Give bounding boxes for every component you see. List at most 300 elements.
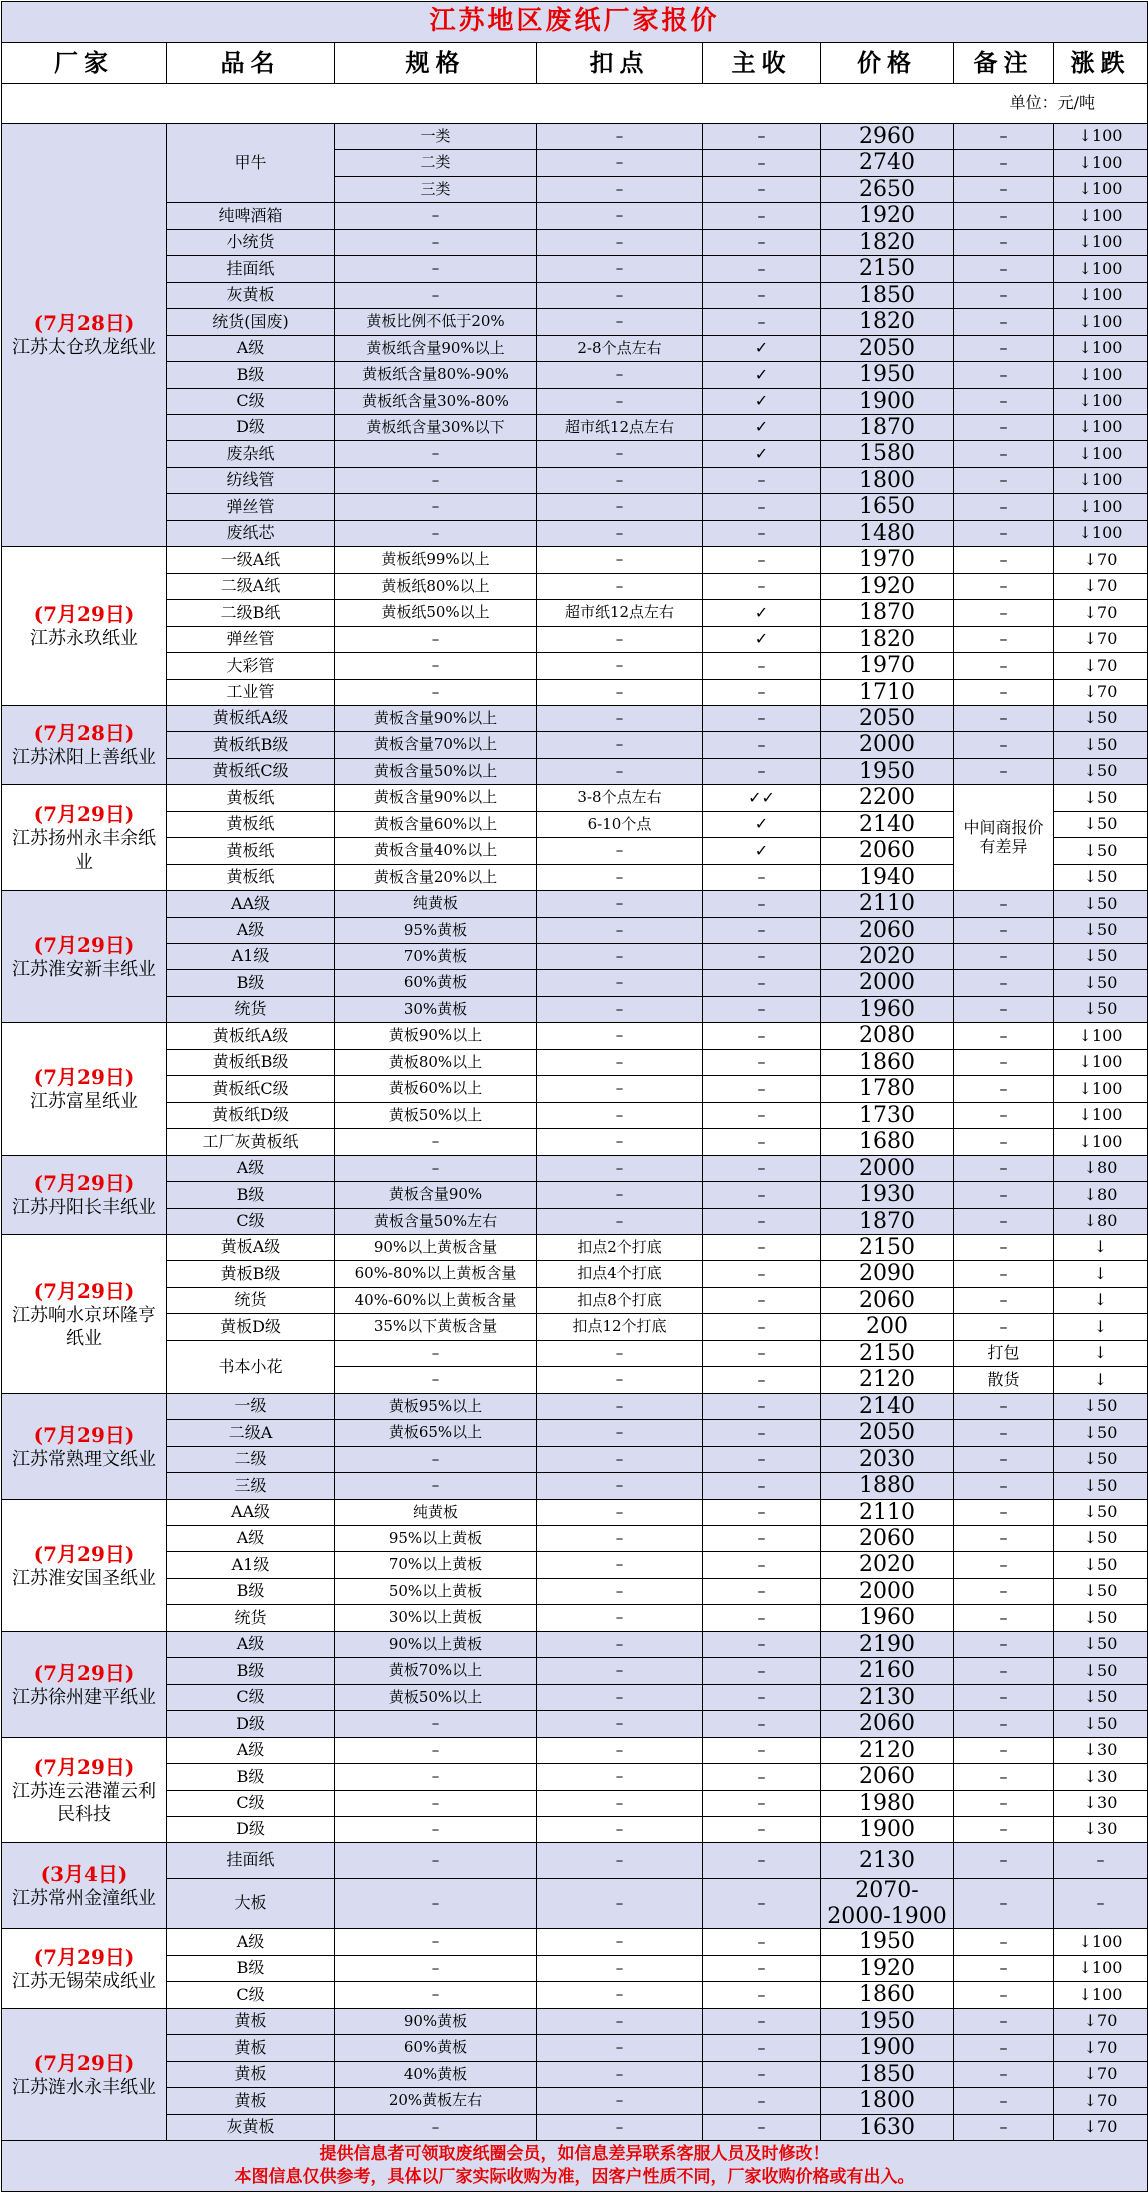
- remark-cell: –: [953, 467, 1054, 494]
- grade-cell: A级: [166, 1155, 335, 1182]
- deduction-cell: –: [536, 1551, 703, 1579]
- main-purchase-cell: –: [702, 520, 821, 547]
- page-title: 江苏地区废纸厂家报价: [1, 1, 1148, 43]
- spec-cell: 35%以下黄板含量: [334, 1313, 537, 1341]
- deduction-cell: –: [536, 1499, 703, 1526]
- grade-cell: D级: [166, 1816, 335, 1843]
- mill-date: (7月29日): [33, 932, 135, 957]
- mill-name: 江苏常州金潼纸业: [12, 1887, 156, 1909]
- mill-date: (7月28日): [33, 721, 135, 746]
- deduction-cell: –: [536, 1366, 703, 1394]
- deduction-cell: –: [536, 1472, 703, 1500]
- price-cell: 1650: [820, 493, 954, 521]
- price-cell: 2050: [820, 335, 954, 362]
- remark-cell: –: [953, 917, 1054, 944]
- main-purchase-cell: –: [702, 969, 821, 997]
- deduction-cell: –: [536, 1816, 703, 1843]
- main-purchase-cell: –: [702, 1499, 821, 1526]
- deduction-cell: –: [536, 546, 703, 574]
- spec-cell: –: [334, 1955, 537, 1982]
- price-cell: 2080: [820, 1022, 954, 1050]
- deduction-cell: –: [536, 255, 703, 283]
- price-cell: 1820: [820, 626, 954, 653]
- spec-cell: –: [334, 282, 537, 309]
- spec-cell: 90%黄板: [334, 2008, 537, 2035]
- change-cell: ↓100: [1053, 149, 1148, 177]
- remark-cell: –: [953, 1631, 1054, 1658]
- main-purchase-cell: –: [702, 1790, 821, 1817]
- remark-cell: –: [953, 2034, 1054, 2062]
- spec-cell: 黄板含量40%以上: [334, 837, 537, 865]
- change-cell: ↓50: [1053, 943, 1148, 970]
- price-cell: 1950: [820, 361, 954, 389]
- main-purchase-cell: –: [702, 1208, 821, 1235]
- change-cell: ↓100: [1053, 229, 1148, 256]
- spec-cell: –: [334, 626, 537, 653]
- column-header: 涨跌: [1053, 42, 1148, 84]
- deduction-cell: –: [536, 361, 703, 389]
- main-purchase-cell: ✓: [702, 335, 821, 362]
- change-cell: ↓70: [1053, 599, 1148, 627]
- mill-name-cell: [1, 890, 167, 1023]
- footer-notice: [1, 2140, 1148, 2192]
- price-cell: 1870: [820, 1208, 954, 1235]
- main-purchase-cell: –: [702, 308, 821, 336]
- main-purchase-cell: –: [702, 149, 821, 177]
- deduction-cell: –: [536, 652, 703, 680]
- deduction-cell: –: [536, 2087, 703, 2115]
- mill-date: (7月29日): [33, 802, 135, 827]
- price-cell: 2140: [820, 811, 954, 838]
- column-header: 主收: [702, 42, 821, 84]
- remark-cell: –: [953, 599, 1054, 627]
- mill-date: (3月4日): [40, 1861, 128, 1886]
- deduction-cell: 扣点4个打底: [536, 1260, 703, 1288]
- change-cell: ↓50: [1053, 705, 1148, 732]
- price-cell: 1800: [820, 467, 954, 494]
- price-cell: 1850: [820, 282, 954, 309]
- mill-name: 江苏淮安国圣纸业: [12, 1567, 156, 1589]
- remark-cell: –: [953, 1710, 1054, 1738]
- change-cell: ↓: [1053, 1340, 1148, 1367]
- column-header: 厂家: [1, 42, 167, 84]
- price-cell: 1850: [820, 2061, 954, 2088]
- price-cell: 2060: [820, 917, 954, 944]
- grade-cell: 黄板纸A级: [166, 1022, 335, 1050]
- remark-cell: –: [953, 679, 1054, 706]
- main-purchase-cell: –: [702, 1604, 821, 1632]
- change-cell: ↓100: [1053, 520, 1148, 547]
- remark-cell: –: [953, 1955, 1054, 1982]
- mill-date: (7月29日): [33, 1660, 135, 1685]
- mill-name-cell: [1, 2008, 167, 2141]
- remark-cell: –: [953, 705, 1054, 732]
- deduction-cell: –: [536, 1578, 703, 1605]
- grade-cell: 挂面纸: [166, 255, 335, 283]
- main-purchase-cell: –: [702, 282, 821, 309]
- deduction-cell: –: [536, 440, 703, 468]
- change-cell: ↓: [1053, 1234, 1148, 1261]
- mill-name: 江苏常熟理文纸业: [12, 1448, 156, 1470]
- change-cell: –: [1053, 1842, 1148, 1879]
- change-cell: ↓70: [1053, 679, 1148, 706]
- spec-cell: 纯黄板: [334, 1499, 537, 1526]
- change-cell: ↓30: [1053, 1816, 1148, 1843]
- change-cell: ↓50: [1053, 784, 1148, 812]
- grade-cell: B级: [166, 1955, 335, 1982]
- change-cell: ↓30: [1053, 1790, 1148, 1817]
- change-cell: ↓70: [1053, 2087, 1148, 2115]
- remark-cell: –: [953, 149, 1054, 177]
- deduction-cell: –: [536, 467, 703, 494]
- price-cell: 1730: [820, 1102, 954, 1129]
- spec-cell: 50%以上黄板: [334, 1578, 537, 1605]
- remark-cell: –: [953, 1075, 1054, 1103]
- spec-cell: –: [334, 1763, 537, 1791]
- remark-cell: –: [953, 573, 1054, 600]
- deduction-cell: –: [536, 1737, 703, 1764]
- price-cell: 1680: [820, 1128, 954, 1156]
- grade-cell: 黄板: [166, 2061, 335, 2088]
- spec-cell: 黄板65%以上: [334, 1419, 537, 1447]
- change-cell: ↓100: [1053, 1981, 1148, 2009]
- mill-name: 江苏丹阳长丰纸业: [12, 1197, 156, 1219]
- price-cell: 2200: [820, 784, 954, 812]
- grade-cell: 二级B纸: [166, 599, 335, 627]
- grade-cell: 灰黄板: [166, 282, 335, 309]
- main-purchase-cell: –: [702, 1181, 821, 1209]
- main-purchase-cell: –: [702, 1525, 821, 1552]
- price-cell: 2150: [820, 1340, 954, 1367]
- price-cell: 2120: [820, 1737, 954, 1764]
- mill-date: (7月29日): [33, 1754, 135, 1779]
- spec-cell: 60%-80%以上黄板含量: [334, 1260, 537, 1288]
- mill-date: (7月29日): [33, 1171, 135, 1196]
- deduction-cell: –: [536, 1525, 703, 1552]
- spec-cell: 黄板90%以上: [334, 1022, 537, 1050]
- grade-cell: 纺线管: [166, 467, 335, 494]
- spec-cell: 黄板纸含量30%-80%: [334, 388, 537, 415]
- deduction-cell: –: [536, 1657, 703, 1685]
- grade-cell: 小统货: [166, 229, 335, 256]
- grade-cell: 书本小花: [166, 1340, 335, 1394]
- spec-cell: –: [334, 440, 537, 468]
- price-cell: 2960: [820, 123, 954, 150]
- change-cell: ↓30: [1053, 1763, 1148, 1791]
- spec-cell: 黄板纸50%以上: [334, 599, 537, 627]
- deduction-cell: –: [536, 2008, 703, 2035]
- price-cell: 2000: [820, 731, 954, 759]
- price-cell: 2150: [820, 255, 954, 283]
- remark-cell: –: [953, 1102, 1054, 1129]
- price-cell: 1480: [820, 520, 954, 547]
- deduction-cell: –: [536, 758, 703, 785]
- spec-cell: 30%以上黄板: [334, 1604, 537, 1632]
- main-purchase-cell: –: [702, 1102, 821, 1129]
- remark-cell: –: [953, 255, 1054, 283]
- mill-name: 江苏扬州永丰余纸业: [12, 828, 156, 873]
- deduction-cell: –: [536, 1446, 703, 1473]
- price-cell: 1880: [820, 1472, 954, 1500]
- spec-cell: 40%-60%以上黄板含量: [334, 1287, 537, 1314]
- deduction-cell: –: [536, 229, 703, 256]
- deduction-cell: –: [536, 1790, 703, 1817]
- deduction-cell: –: [536, 388, 703, 415]
- deduction-cell: 扣点2个打底: [536, 1234, 703, 1261]
- price-cell: 1870: [820, 599, 954, 627]
- change-cell: ↓100: [1053, 308, 1148, 336]
- deduction-cell: –: [536, 943, 703, 970]
- spec-cell: 黄板含量90%以上: [334, 705, 537, 732]
- main-purchase-cell: –: [702, 2061, 821, 2088]
- price-cell: 1950: [820, 1928, 954, 1956]
- change-cell: ↓100: [1053, 493, 1148, 521]
- spec-cell: –: [334, 1710, 537, 1738]
- grade-cell: C级: [166, 388, 335, 415]
- column-header: 备注: [953, 42, 1054, 84]
- price-cell: 1800: [820, 2087, 954, 2115]
- deduction-cell: –: [536, 1393, 703, 1420]
- main-purchase-cell: –: [702, 1710, 821, 1738]
- change-cell: ↓50: [1053, 1525, 1148, 1552]
- remark-cell: –: [953, 2008, 1054, 2035]
- spec-cell: 60%黄板: [334, 969, 537, 997]
- price-cell: 1580: [820, 440, 954, 468]
- remark-cell: –: [953, 440, 1054, 468]
- main-purchase-cell: –: [702, 2087, 821, 2115]
- grade-cell: C级: [166, 1684, 335, 1711]
- price-cell: 2060: [820, 1525, 954, 1552]
- price-cell: 1860: [820, 1981, 954, 2009]
- grade-cell: 二级A: [166, 1419, 335, 1447]
- grade-cell: 弹丝管: [166, 626, 335, 653]
- main-purchase-cell: –: [702, 1313, 821, 1341]
- spec-cell: –: [334, 1446, 537, 1473]
- grade-cell: 纯啤酒箱: [166, 202, 335, 230]
- deduction-cell: –: [536, 864, 703, 891]
- spec-cell: 黄板含量50%左右: [334, 1208, 537, 1235]
- price-cell: 1780: [820, 1075, 954, 1103]
- deduction-cell: –: [536, 1419, 703, 1447]
- change-cell: ↓50: [1053, 1419, 1148, 1447]
- mill-name-cell: [1, 123, 167, 547]
- mill-name: 江苏淮安新丰纸业: [12, 958, 156, 980]
- change-cell: ↓50: [1053, 837, 1148, 865]
- spec-cell: 黄板纸含量80%-90%: [334, 361, 537, 389]
- deduction-cell: –: [536, 969, 703, 997]
- spec-cell: 70%以上黄板: [334, 1551, 537, 1579]
- grade-cell: A1级: [166, 1551, 335, 1579]
- deduction-cell: –: [536, 1155, 703, 1182]
- change-cell: ↓100: [1053, 467, 1148, 494]
- main-purchase-cell: –: [702, 1260, 821, 1288]
- footer-line: 本图信息仅供参考，具体以厂家实际收购为准，因客户性质不同，厂家收购价格或有出入。: [234, 2167, 915, 2187]
- main-purchase-cell: –: [702, 1684, 821, 1711]
- price-cell: 2090: [820, 1260, 954, 1288]
- main-purchase-cell: –: [702, 255, 821, 283]
- remark-cell: –: [953, 123, 1054, 150]
- price-cell: 2000: [820, 969, 954, 997]
- spec-cell: 黄板含量90%以上: [334, 784, 537, 812]
- main-purchase-cell: –: [702, 1022, 821, 1050]
- change-cell: ↓50: [1053, 1684, 1148, 1711]
- change-cell: ↓100: [1053, 440, 1148, 468]
- price-cell: 2060: [820, 1763, 954, 1791]
- spec-cell: –: [334, 1128, 537, 1156]
- main-purchase-cell: –: [702, 2008, 821, 2035]
- grade-cell: A级: [166, 1525, 335, 1552]
- main-purchase-cell: ✓: [702, 361, 821, 389]
- mill-name: 江苏无锡荣成纸业: [12, 1970, 156, 1992]
- change-cell: ↓80: [1053, 1208, 1148, 1235]
- remark-cell: 中间商报价 有差异: [953, 784, 1054, 891]
- main-purchase-cell: –: [702, 1631, 821, 1658]
- spec-cell: –: [334, 1981, 537, 2009]
- main-purchase-cell: –: [702, 1981, 821, 2009]
- grade-cell: 统货: [166, 1287, 335, 1314]
- price-cell: 2060: [820, 837, 954, 865]
- spec-cell: –: [334, 1842, 537, 1879]
- column-header: 价格: [820, 42, 954, 84]
- remark-cell: –: [953, 1313, 1054, 1341]
- main-purchase-cell: –: [702, 493, 821, 521]
- change-cell: ↓70: [1053, 652, 1148, 680]
- change-cell: ↓100: [1053, 1128, 1148, 1156]
- grade-cell: A1级: [166, 943, 335, 970]
- change-cell: ↓100: [1053, 335, 1148, 362]
- change-cell: ↓50: [1053, 1578, 1148, 1605]
- remark-cell: –: [953, 943, 1054, 970]
- grade-cell: AA级: [166, 1499, 335, 1526]
- change-cell: ↓50: [1053, 1657, 1148, 1685]
- price-cell: 1920: [820, 1955, 954, 1982]
- spec-cell: 黄板纸含量30%以下: [334, 414, 537, 441]
- spec-cell: –: [334, 467, 537, 494]
- change-cell: ↓100: [1053, 414, 1148, 441]
- mill-name-cell: [1, 1631, 167, 1738]
- remark-cell: –: [953, 1472, 1054, 1500]
- spec-cell: 黄板含量60%以上: [334, 811, 537, 838]
- price-cell: 1900: [820, 2034, 954, 2062]
- change-cell: ↓50: [1053, 731, 1148, 759]
- spec-cell: 纯黄板: [334, 890, 537, 918]
- grade-cell: 一级A纸: [166, 546, 335, 574]
- remark-cell: –: [953, 1684, 1054, 1711]
- grade-cell: 黄板纸A级: [166, 705, 335, 732]
- remark-cell: –: [953, 176, 1054, 203]
- change-cell: ↓: [1053, 1313, 1148, 1341]
- remark-cell: –: [953, 229, 1054, 256]
- grade-cell: 大板: [166, 1878, 335, 1929]
- price-cell: 1950: [820, 758, 954, 785]
- grade-cell: 灰黄板: [166, 2114, 335, 2141]
- spec-cell: –: [334, 255, 537, 283]
- grade-cell: 统货: [166, 1604, 335, 1632]
- column-header: 扣点: [536, 42, 703, 84]
- spec-cell: 95%以上黄板: [334, 1525, 537, 1552]
- deduction-cell: 2-8个点左右: [536, 335, 703, 362]
- grade-cell: 黄板B级: [166, 1260, 335, 1288]
- grade-cell: 统货(国废): [166, 308, 335, 336]
- price-cell: 1970: [820, 652, 954, 680]
- grade-cell: 三级: [166, 1472, 335, 1500]
- mill-date: (7月29日): [33, 1944, 135, 1969]
- price-cell: 1940: [820, 864, 954, 891]
- change-cell: ↓100: [1053, 1022, 1148, 1050]
- main-purchase-cell: –: [702, 1155, 821, 1182]
- remark-cell: –: [953, 282, 1054, 309]
- spec-cell: 黄板比例不低于20%: [334, 308, 537, 336]
- main-purchase-cell: –: [702, 1128, 821, 1156]
- price-cell: 1820: [820, 229, 954, 256]
- deduction-cell: –: [536, 2034, 703, 2062]
- spec-cell: 黄板含量20%以上: [334, 864, 537, 891]
- change-cell: ↓100: [1053, 1928, 1148, 1956]
- mill-date: (7月29日): [33, 2050, 135, 2075]
- remark-cell: –: [953, 731, 1054, 759]
- change-cell: ↓100: [1053, 123, 1148, 150]
- grade-cell: A级: [166, 1928, 335, 1956]
- change-cell: ↓50: [1053, 1446, 1148, 1473]
- main-purchase-cell: –: [702, 1737, 821, 1764]
- deduction-cell: 扣点12个打底: [536, 1313, 703, 1341]
- remark-cell: 散货: [953, 1366, 1054, 1394]
- deduction-cell: –: [536, 149, 703, 177]
- main-purchase-cell: –: [702, 2034, 821, 2062]
- spec-cell: –: [334, 1366, 537, 1394]
- price-cell: 1710: [820, 679, 954, 706]
- remark-cell: –: [953, 1981, 1054, 2009]
- main-purchase-cell: –: [702, 176, 821, 203]
- main-purchase-cell: ✓: [702, 388, 821, 415]
- change-cell: ↓70: [1053, 626, 1148, 653]
- change-cell: ↓100: [1053, 202, 1148, 230]
- main-purchase-cell: –: [702, 917, 821, 944]
- deduction-cell: –: [536, 176, 703, 203]
- main-purchase-cell: –: [702, 679, 821, 706]
- remark-cell: –: [953, 1393, 1054, 1420]
- deduction-cell: –: [536, 996, 703, 1023]
- deduction-cell: –: [536, 1878, 703, 1929]
- spec-cell: 黄板50%以上: [334, 1102, 537, 1129]
- spec-cell: 30%黄板: [334, 996, 537, 1023]
- change-cell: ↓: [1053, 1366, 1148, 1394]
- deduction-cell: –: [536, 1208, 703, 1235]
- mill-name-cell: [1, 1234, 167, 1394]
- deduction-cell: –: [536, 1128, 703, 1156]
- spec-cell: 三类: [334, 176, 537, 203]
- price-cell: 1920: [820, 202, 954, 230]
- spec-cell: –: [334, 1472, 537, 1500]
- remark-cell: –: [953, 1928, 1054, 1956]
- spec-cell: 黄板含量90%: [334, 1181, 537, 1209]
- deduction-cell: 扣点8个打底: [536, 1287, 703, 1314]
- spec-cell: 95%黄板: [334, 917, 537, 944]
- main-purchase-cell: –: [702, 546, 821, 574]
- remark-cell: –: [953, 1816, 1054, 1843]
- grade-cell: 黄板纸B级: [166, 1049, 335, 1076]
- deduction-cell: 超市纸12点左右: [536, 599, 703, 627]
- grade-cell: C级: [166, 1981, 335, 2009]
- price-cell: 1970: [820, 546, 954, 574]
- remark-cell: –: [953, 1181, 1054, 1209]
- remark-cell: –: [953, 361, 1054, 389]
- spec-cell: 黄板纸80%以上: [334, 573, 537, 600]
- main-purchase-cell: –: [702, 1366, 821, 1394]
- spec-cell: –: [334, 1790, 537, 1817]
- change-cell: ↓80: [1053, 1155, 1148, 1182]
- spec-cell: 黄板70%以上: [334, 1657, 537, 1685]
